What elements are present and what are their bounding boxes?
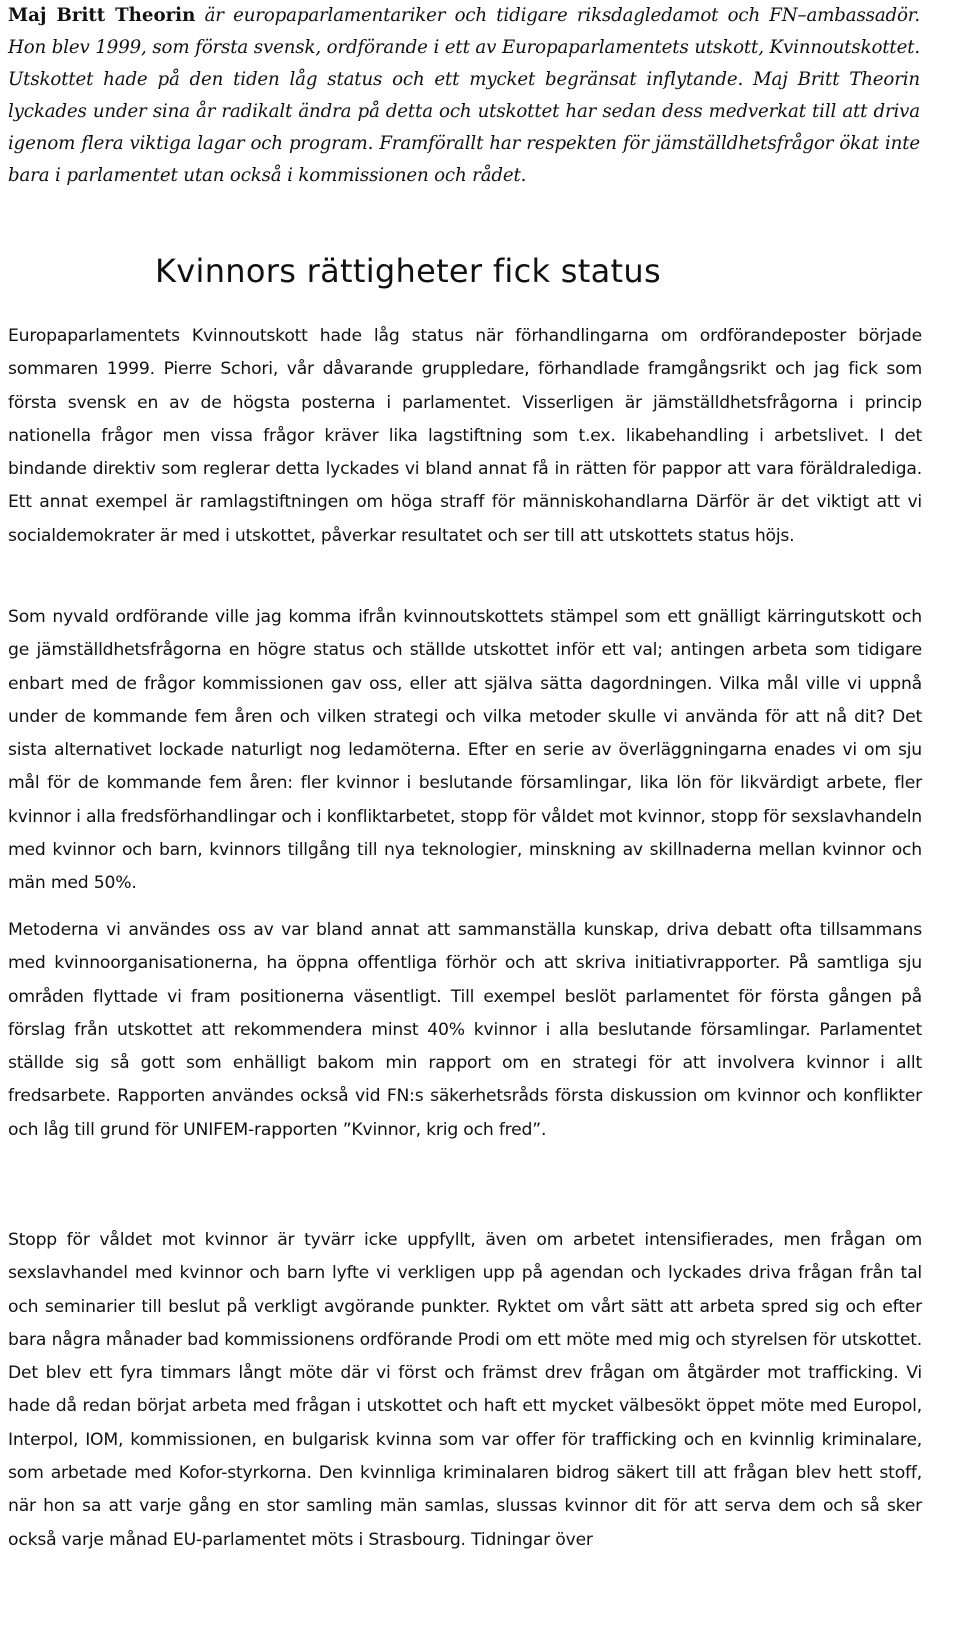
body-paragraph-4: Stopp för våldet mot kvinnor är tyvärr icke uppfyllt, även om arbetet intensifierades, men frågan om sexslavhandel med kvinnor och barn lyfte vi verkligen upp på agendan och lyckades driva frågan från tal och seminarier till beslut på verkligt avgörande punkter. Ryktet om vårt sätt att arbeta spred sig och efter bara några månader bad kommissionens ordförande Prodi om ett möte med mig och styrelsen för utskottet. Det blev ett fyra timmars långt möte där vi först och främst drev frågan om åtgärder mot trafficking. Vi hade då redan börjat arbeta med frågan i utskottet och haft ett mycket välbesökt öppet möte med Europol, Interpol, IOM, kommissionen, en bulgarisk kvinna som var offer för trafficking och en kvinnlig kriminalare, som arbetade med Kofor-styrkorna. Den kvinnliga kriminalaren bidrog säkert till att frågan blev hett stoff, när hon sa att varje gång en stor samling män samlas, slussas kvinnor dit för att serva dem och så sker också varje månad EU-parlamentet möts i Strasbourg. Tidningar över	[8, 1230, 922, 1550]
intro-paragraph	[8, 0, 920, 192]
body-paragraph-1: Europaparlamentets Kvinnoutskott hade låg status när förhandlingarna om ordförandeposter började sommaren 1999. Pierre Schori, vår dåvarande gruppledare, förhandlade framgångsrikt och jag fick som första svensk en av de högsta posterna i parlamentet. Visserligen är jämställdhetsfrågorna i princip nationella frågor men vissa frågor kräver lika lagstiftning som t.ex. likabehandling i arbetslivet. I det bindande direktiv som reglerar detta lyckades vi bland annat få in rätten för pappor att vara föräldralediga. Ett annat exempel är ramlagstiftningen om höga straff för människohandlarna Därför är det viktigt att vi socialdemokrater är med i utskottet, påverkar resultatet och ser till att utskottets status höjs.	[8, 326, 922, 546]
body-paragraph-2: Som nyvald ordförande ville jag komma ifrån kvinnoutskottets stämpel som ett gnälligt kärringutskott och ge jämställdhetsfrågorna en högre status och ställde utskottet inför ett val; antingen arbeta som tidigare enbart med de frågor kommissionen gav oss, eller att själva sätta dagordningen. Vilka mål ville vi uppnå under de kommande fem åren och vilken strategi och vilka metoder skulle vi använda för att nå dit? Det sista alternativet lockade naturligt nog ledamöterna. Efter en serie av överläggningarna enades vi om sju mål för de kommande fem åren: fler kvinnor i beslutande församlingar, lika lön för likvärdigt arbete, fler kvinnor i alla fredsförhandlingar och i konfliktarbetet, stopp för våldet mot kvinnor, stopp för sexslavhandeln med kvinnor och barn, kvinnors tillgång till nya teknologier, minskning av skillnaderna mellan kvinnor och män med 50%.	[8, 607, 922, 894]
body-paragraph-3: Metoderna vi användes oss av var bland annat att sammanställa kunskap, driva debatt ofta tillsammans med kvinnoorganisationerna, ha öppna offentliga förhör och att skriva initiativrapporter. På samtliga sju områden flyttade vi fram positionerna väsentligt. Till exempel beslöt parlamentet för första gången på förslag från utskottet att rekommendera minst 40% kvinnor i alla beslutande församlingar. Parlamentet ställde sig så gott som enhälligt bakom min rapport om en strategi för att involvera kvinnor i allt fredsarbete. Rapporten användes också vid FN:s säkerhetsråds första diskussion om kvinnor och konflikter och låg till grund för UNIFEM-rapporten ”Kvinnor, krig och fred”.	[8, 920, 922, 1140]
section-heading: Kvinnors rättigheter fick status	[155, 252, 661, 290]
intro-text: är europaparlamentariker och tidigare riksdagledamot och FN–ambassadör. Hon blev 1999, som första svensk, ordförande i ett av Europaparlamentets utskott, Kvinnoutskottet. Utskottet hade på den tiden låg status och ett mycket begränsat inflytande. Maj Britt Theorin lyckades under sina år radikalt ändra på detta och utskottet har sedan dess medverkat till att driva igenom flera viktiga lagar och program. Framförallt har respekten för jämställdhetsfrågor ökat inte bara i parlamentet utan också i kommissionen och rådet.	[8, 5, 920, 186]
intro-author-name: Maj Britt Theorin	[8, 5, 196, 26]
